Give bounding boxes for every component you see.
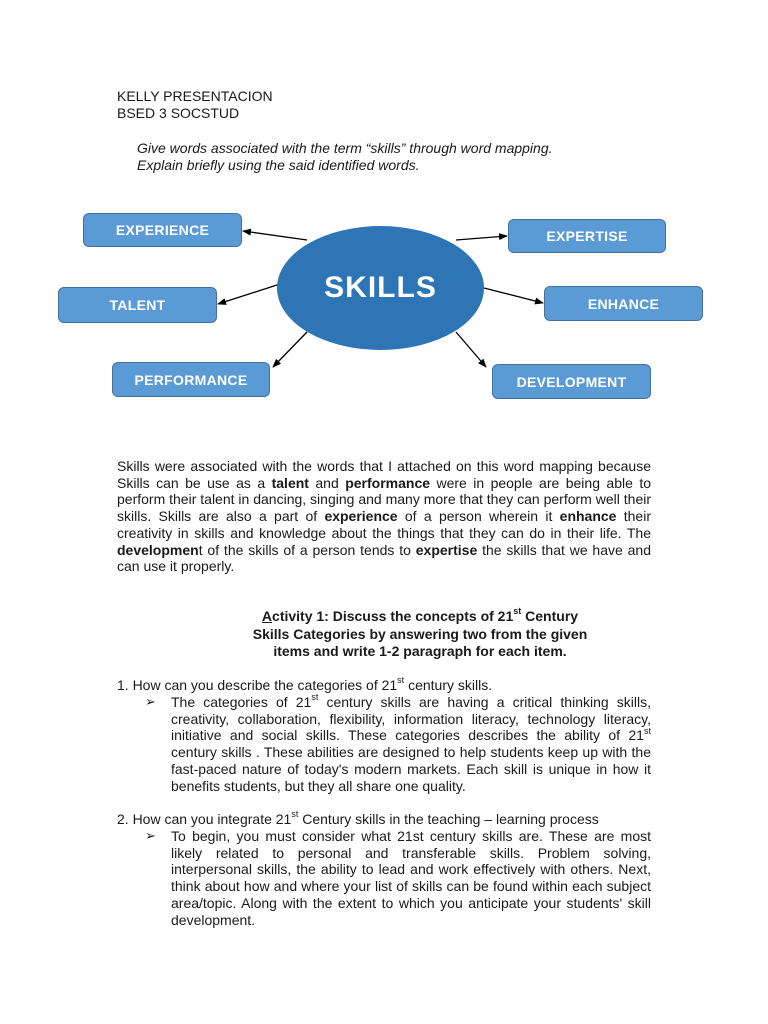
arrow-to-development: [456, 332, 486, 367]
arrow-to-performance: [273, 332, 307, 367]
answer-2: To begin, you must consider what 21st century skills are. These are most likely related to personal and transferable skills. Problem solving, interpersonal skills, the ability to lead and work effectively with others. Next, think about how and where your list of skills can be found within each subject area/topic. Along with the extent to which you anticipate your students' skill development.: [171, 828, 651, 928]
node-performance: [112, 362, 270, 397]
activity-heading: [210, 608, 630, 661]
activity-heading-line-3: items and write 1-2 paragraph for each item.: [273, 643, 567, 659]
node-enhance: [544, 286, 703, 321]
skills-center-node: [277, 226, 484, 350]
keyword-enhance: enhance: [559, 508, 617, 525]
skills-center-label: SKILLS: [324, 271, 437, 304]
answer-1: The categories of 21st century skills are having a critical thinking skills, creativity, collaboration, flexibility, information literacy, technology literacy, initiative and social skills. These categories describes the ability of 21st century skills . These abilities are designed to help students keep up with the fast-paced nature of today's modern markets. Each skill is unique in how it benefits students, but they all share one quality.: [171, 692, 652, 794]
node-expertise-label: EXPERTISE: [546, 228, 628, 244]
node-development: [492, 364, 651, 399]
bullet-arrow-icon: ➢: [145, 828, 156, 843]
activity-heading-line-1: Activity 1: Discuss the concepts of 21st Century: [261, 606, 579, 624]
node-talent-label: TALENT: [109, 297, 166, 313]
node-enhance-label: ENHANCE: [587, 295, 660, 312]
arrow-to-talent: [218, 284, 280, 304]
explanation-paragraph: Skills were associated with the words that I attached on this word mapping because Skills can be use as a talent and performance were in people are being able to perform their talent in dancing, singing and many more that they can perform well their skills. Skills are also a part of experience of a person wherein it enhance their creativity in skills and knowledge about the things that they can do in their life. The development of the skills of a person tends to expertise the skills that we have and can use it properly.: [117, 458, 652, 575]
node-development-label: DEVELOPMENT: [516, 373, 627, 390]
keyword-development: developmen: [117, 541, 199, 558]
question-2: 2. How can you integrate 21st Century skills in the teaching – learning process: [117, 809, 599, 827]
arrow-to-enhance: [484, 288, 543, 303]
instruction-line-1: Give words associated with the term “skills” through word mapping.: [137, 140, 553, 156]
keyword-talent: talent: [271, 474, 309, 491]
student-section: BSED 3 SOCSTUD: [117, 105, 240, 121]
activity-heading-line-2: Skills Categories by answering two from the given: [252, 625, 588, 642]
arrow-to-expertise: [456, 236, 507, 240]
keyword-experience: experience: [324, 508, 398, 525]
node-expertise: [508, 219, 666, 253]
node-experience-label: EXPERIENCE: [115, 222, 210, 238]
instruction-line-2: Explain briefly using the said identified words.: [137, 157, 420, 173]
bullet-arrow-icon: ➢: [145, 694, 156, 709]
keyword-expertise: expertise: [415, 541, 478, 558]
node-experience: [83, 213, 242, 247]
student-name: KELLY PRESENTACION: [117, 88, 273, 104]
keyword-performance: performance: [345, 474, 431, 491]
arrow-to-experience: [243, 231, 307, 240]
node-performance-label: PERFORMANCE: [134, 371, 248, 388]
question-1: 1. How can you describe the categories of 21st century skills.: [117, 675, 493, 693]
node-talent: [58, 287, 217, 323]
